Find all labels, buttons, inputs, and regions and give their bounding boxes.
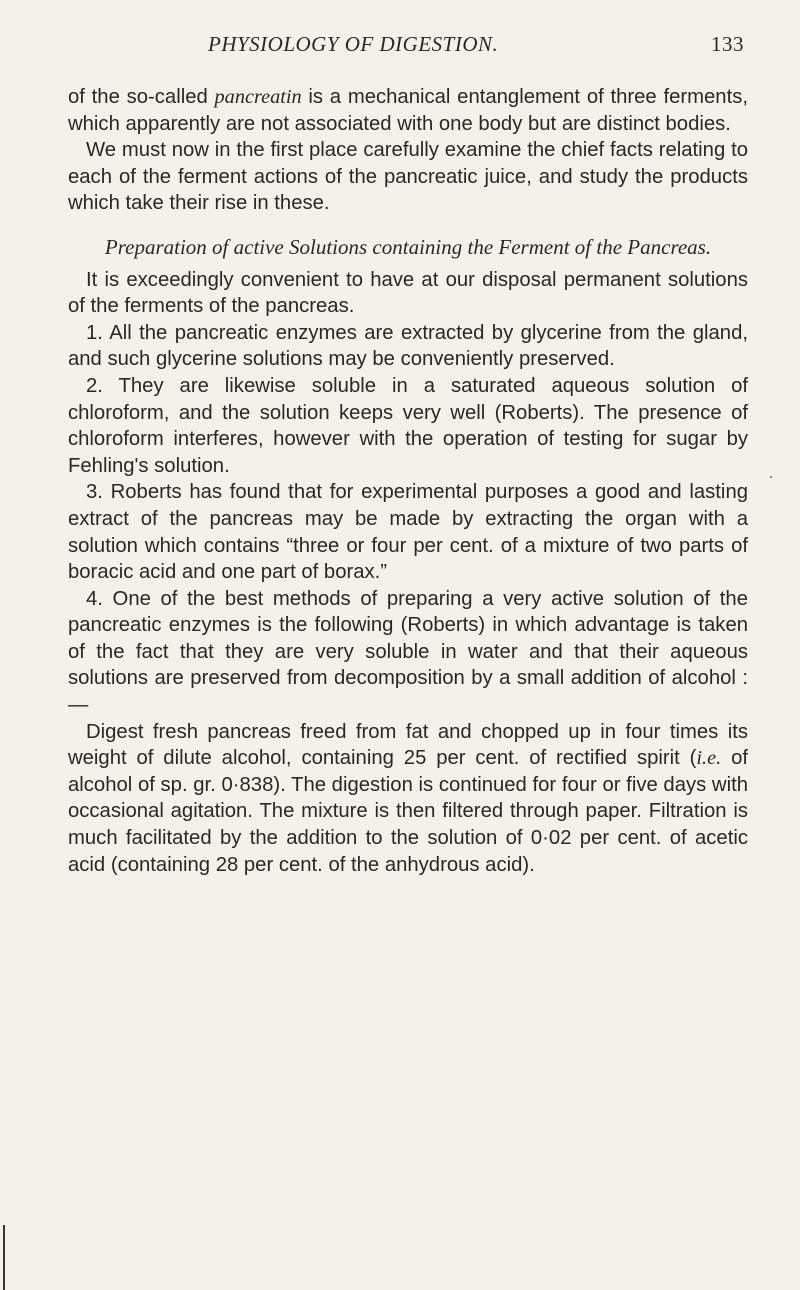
running-head (68, 32, 748, 62)
paragraph-continuation: of the so-called pancreatin is a mechanical entanglement of three ferments, which apparently are not associated with one body but are distinct bodies. (68, 86, 748, 135)
list-item-1: 1. All the pancreatic enzymes are extracted by glycerine from the gland, and such glycerine solutions may be conveniently preserved. (68, 321, 748, 371)
margin-binding-mark (3, 1225, 5, 1290)
body-text (68, 84, 748, 878)
running-head-title: PHYSIOLOGY OF DIGESTION. (208, 32, 499, 56)
list-item-4: 4. One of the best methods of preparing a very active solution of the pancreatic enzymes is the following (Roberts) in which advantage is taken of the fact that they are very soluble in water and that their aqueous solutions are preserved from decomposition by a small addition of alcohol :— (68, 587, 748, 717)
italic-term-pancreatin: pancreatin (214, 86, 302, 108)
list-item-3: 3. Roberts has found that for experimental purposes a good and lasting extract of the pancreas may be made by extracting the organ with a solution which contains “three or four per cent. of a mixture of two parts of boracic acid and one part of borax.” (68, 481, 748, 584)
margin-speck (770, 476, 772, 478)
section-heading: Preparation of active Solutions containing the Ferment of the Pancreas. (104, 234, 712, 259)
italic-ie: i.e. (696, 747, 722, 770)
list-item-2: 2. They are likewise soluble in a saturated aqueous solution of chloroform, and the solution keeps very well (Roberts). The presence of chloroform interferes, however with the operation of testing for sugar by Fehling's solution. (68, 374, 748, 477)
page-number: 133 (711, 32, 744, 56)
paragraph-ferment-actions: We must now in the first place carefully examine the chief facts relating to each of the ferment actions of the pancreatic juice, and study the products which take their rise in these. (68, 139, 748, 215)
paragraph-intro: It is exceedingly convenient to have at our disposal permanent solutions of the ferments of the pancreas. (68, 268, 748, 318)
paragraph-digest-method: Digest fresh pancreas freed from fat and chopped up in four times its weight of dilute alcohol, containing 25 per cent. of rectified spirit (i.e. of alcohol of sp. gr. 0·838). The digestion is continued for four or five days with occasional agitation. The mixture is then filtered through paper. Filtration is much facilitated by the addition to the solution of 0·02 per cent. of acetic acid (containing 28 per cent. of the anhydrous acid). (68, 720, 748, 876)
